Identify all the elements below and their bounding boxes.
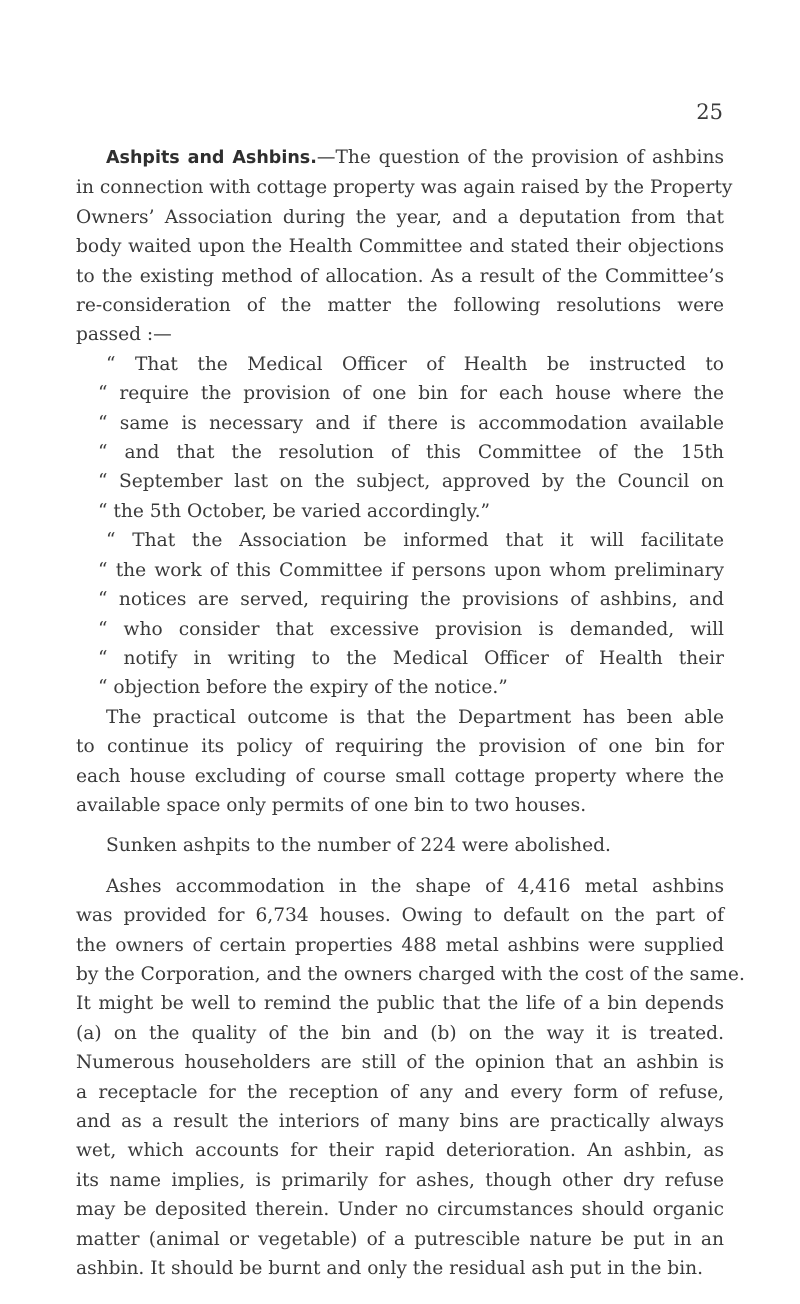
ashes-line: wet, which accounts for their rapid deterioration. An ashbin, as bbox=[76, 1140, 724, 1162]
sunken-paragraph bbox=[76, 831, 724, 860]
ashes-line: Ashes accommodation in the shape of 4,416 metal ashbins bbox=[106, 875, 724, 897]
body-text bbox=[76, 143, 745, 1283]
intro-text: —The question of the provision of ashbins bbox=[316, 147, 725, 168]
intro-paragraph bbox=[76, 143, 733, 350]
resolution-2 bbox=[76, 526, 724, 702]
section-heading: Ashpits and Ashbins. bbox=[106, 148, 317, 168]
intro-line: passed :— bbox=[76, 324, 172, 346]
resolution-line: “ notices are served, requiring the provisions of ashbins, and bbox=[98, 589, 724, 611]
resolution-line: “ the 5th October, be varied accordingly.” bbox=[98, 500, 491, 522]
ashes-line: the owners of certain properties 488 metal ashbins were supplied bbox=[76, 934, 724, 956]
resolution-line: “ notify in writing to the Medical Officer of Health their bbox=[98, 647, 724, 669]
page-number: 25 bbox=[696, 100, 723, 124]
intro-line: Owners’ Association during the year, and a deputation from that bbox=[76, 206, 724, 228]
ashes-line: It might be well to remind the public that the life of a bin depends bbox=[76, 993, 724, 1015]
ashes-line: matter (animal or vegetable) of a putrescible nature be put in an bbox=[76, 1228, 724, 1250]
ashes-line: was provided for 6,734 houses. Owing to default on the part of bbox=[76, 905, 724, 927]
intro-line: body waited upon the Health Committee and stated their objections bbox=[76, 236, 724, 258]
resolution-line: “ That the Association be informed that it will facilitate bbox=[106, 530, 724, 552]
ashes-paragraph bbox=[76, 872, 745, 1284]
ashes-line: (a) on the quality of the bin and (b) on the way it is treated. bbox=[76, 1022, 724, 1044]
intro-line-1 bbox=[76, 143, 724, 173]
outcome-line: each house excluding of course small cottage property where the bbox=[76, 765, 724, 787]
resolution-line: “ same is necessary and if there is accommodation available bbox=[98, 412, 724, 434]
outcome-paragraph bbox=[76, 703, 724, 821]
intro-line: to the existing method of allocation. As a result of the Committee’s bbox=[76, 265, 724, 287]
resolution-line: “ objection before the expiry of the notice.” bbox=[98, 677, 508, 699]
intro-line: re-consideration of the matter the following resolutions were bbox=[76, 295, 724, 317]
outcome-line: available space only permits of one bin to two houses. bbox=[76, 794, 587, 816]
resolution-line: “ who consider that excessive provision is demanded, will bbox=[98, 618, 724, 640]
intro-line: in connection with cottage property was again raised by the Property bbox=[76, 177, 733, 199]
ashes-line: Numerous householders are still of the opinion that an ashbin is bbox=[76, 1052, 724, 1074]
resolution-line: “ require the provision of one bin for each house where the bbox=[98, 383, 724, 405]
ashes-line: by the Corporation, and the owners charged with the cost of the same. bbox=[76, 963, 745, 985]
resolution-line: “ and that the resolution of this Committee of the 15th bbox=[98, 442, 724, 464]
resolution-line: “ That the Medical Officer of Health be instructed to bbox=[106, 353, 724, 375]
outcome-line: The practical outcome is that the Department has been able bbox=[106, 706, 724, 728]
resolution-1 bbox=[76, 350, 724, 526]
outcome-line: to continue its policy of requiring the provision of one bin for bbox=[76, 736, 724, 758]
resolution-line: “ the work of this Committee if persons upon whom preliminary bbox=[98, 559, 724, 581]
ashes-line: ashbin. It should be burnt and only the residual ash put in the bin. bbox=[76, 1258, 704, 1280]
ashes-line: its name implies, is primarily for ashes, though other dry refuse bbox=[76, 1169, 724, 1191]
ashes-line: may be deposited therein. Under no circumstances should organic bbox=[76, 1199, 724, 1221]
ashes-line: and as a result the interiors of many bins are practically always bbox=[76, 1111, 724, 1132]
ashes-line: a receptacle for the reception of any and every form of refuse, bbox=[76, 1081, 724, 1103]
resolution-line: “ September last on the subject, approved by the Council on bbox=[98, 471, 724, 493]
sunken-line: Sunken ashpits to the number of 224 were abolished. bbox=[106, 835, 611, 857]
